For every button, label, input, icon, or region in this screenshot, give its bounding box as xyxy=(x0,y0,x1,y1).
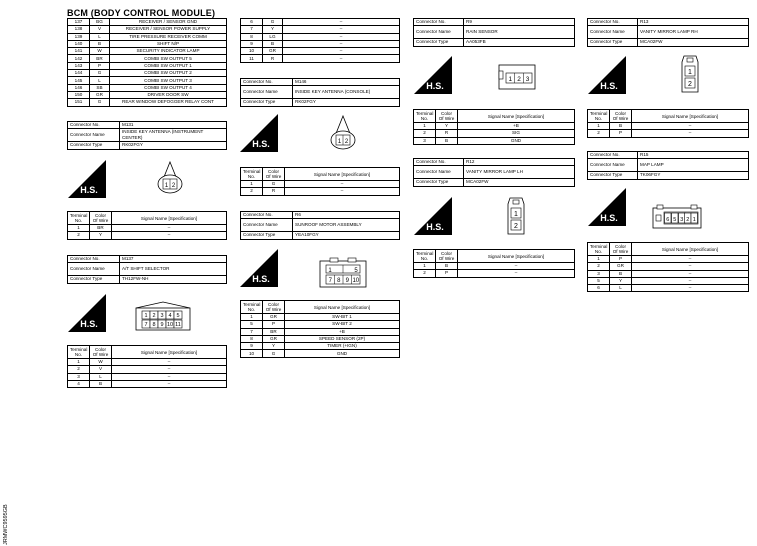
table-row: 8 LG – xyxy=(241,33,400,40)
harness-side-icon xyxy=(68,160,106,198)
pin-label: 2 xyxy=(171,183,176,189)
terminal-table-r9: Terminal No. Color Of Wire Signal Name [Specification] 1 Y +B 2 R SIG 3 B GND xyxy=(413,109,575,145)
svg-text:H.S.: H.S. xyxy=(600,213,618,223)
connector-info-r12: Connector No. R12 Connector Name VANITY MIRROR LAMP LH Connector Type MCA02FW xyxy=(413,158,575,187)
harness-side-icon xyxy=(414,197,452,235)
pin-label: 1 xyxy=(164,183,169,189)
table-row: 10 G GND xyxy=(241,350,400,357)
table-row: 1 BR – xyxy=(68,225,227,232)
table-row: 8 GR SPEED SENSOR (2P) xyxy=(241,335,400,342)
pin-label: 10 xyxy=(166,322,174,329)
terminal-table-r12: Terminal No. Color Of Wire Signal Name [Specification] 1 B – 2 P – xyxy=(413,249,575,278)
table-row: 145 L COMBI SW OUTPUT 3 xyxy=(68,77,227,84)
pin-label: 3 xyxy=(160,313,164,320)
harness-side-icon xyxy=(68,294,106,332)
pin-label: 11 xyxy=(175,322,181,329)
svg-text:H.S.: H.S. xyxy=(80,185,98,195)
connector-info-m137: Connector No. M137 Connector Name A/T SHIFT SELECTOR Connector Type TH12FW-NH xyxy=(67,255,227,284)
connector-face-r6 xyxy=(318,257,368,289)
table-row: 2 Y – xyxy=(68,232,227,239)
table-row: 1 G – xyxy=(241,181,400,188)
pin-label: 1 xyxy=(337,139,342,145)
svg-text:H.S.: H.S. xyxy=(252,139,270,149)
table-row: 137 BG RECEIVER / SENSOR GND xyxy=(68,19,227,26)
table-row: 5 P SW-BIT 2 xyxy=(241,321,400,328)
table-row: 142 BR COMBI SW OUTPUT 5 xyxy=(68,55,227,62)
table-row: 2 R – xyxy=(241,188,400,195)
harness-side-icon xyxy=(588,56,626,94)
table-row: 151 G REAR WINDOW DEFOGGER RELAY CONT xyxy=(68,99,227,106)
pin-label: 5 xyxy=(673,217,677,224)
svg-text:H.S.: H.S. xyxy=(426,222,444,232)
table-row: 2 P – xyxy=(588,130,749,137)
pin-label: 1 xyxy=(328,268,332,274)
pin-label: 5 xyxy=(354,268,358,274)
terminal-table-m131: Terminal No. Color Of Wire Signal Name [Specification] 1 BR – 2 Y – xyxy=(67,211,227,240)
table-row: 10 GR – xyxy=(241,48,400,55)
table-row: 1 Y +B xyxy=(414,123,575,130)
table-row: 3 B GND xyxy=(414,137,575,144)
pin-label: 3 xyxy=(680,217,684,224)
table-row: 143 P COMBI SW OUTPUT 1 xyxy=(68,62,227,69)
table-row: 2 P – xyxy=(414,270,575,277)
svg-text:H.S.: H.S. xyxy=(252,274,270,284)
pin-label: 5 xyxy=(176,313,180,320)
terminal-table-r6: Terminal No. Color Of Wire Signal Name [Specification] 1 GR SW-BIT 1 5 P SW-BIT 2 7 BR +B 8 GR SPEED SENSOR (2P) 9 Y TIMER (+IGN) 10 G GND xyxy=(240,300,400,358)
connector-face-m137 xyxy=(132,300,194,332)
bcm-terminal-table xyxy=(67,18,227,107)
pin-label: 1 xyxy=(144,313,148,320)
harness-side-icon xyxy=(240,249,278,287)
pin-label: 2 xyxy=(152,313,156,320)
table-row: 9 B – xyxy=(241,40,400,47)
pin-label: 2 xyxy=(514,223,518,230)
table-row: 1 P – xyxy=(588,256,749,263)
pin-label: 2 xyxy=(686,217,690,224)
table-row: 141 W SECURITY INDICATOR LAMP xyxy=(68,48,227,55)
connector-info-r15: Connector No. R15 Connector Name MAP LAMP Connector Type TK06FGY xyxy=(587,151,749,180)
connector-face-m131 xyxy=(150,160,190,196)
pin-label: 3 xyxy=(525,76,530,83)
table-row: 7 Y – xyxy=(241,26,400,33)
table-row: 2 V – xyxy=(68,366,227,373)
table-row: 138 V RECEIVER / SENSOR POWER SUPPLY xyxy=(68,26,227,33)
svg-text:H.S.: H.S. xyxy=(426,81,444,91)
connector-info-m131: Connector No. M131 Connector Name INSIDE KEY ANTENNA (INSTRUMENT CENTER) Connector Type RK02FGY xyxy=(67,121,227,150)
pin-label: 1 xyxy=(688,69,692,76)
svg-text:H.S.: H.S. xyxy=(80,319,98,329)
table-row: 1 GR SW-BIT 1 xyxy=(241,314,400,321)
pin-label: 2 xyxy=(344,139,349,145)
pin-label: 1 xyxy=(692,217,696,224)
connector-info-m146: Connector No. M146 Connector Name INSIDE KEY ANTENNA (CONSOLE) Connector Type RK02FGY xyxy=(240,78,400,107)
bcm-terminal-table-continued xyxy=(240,18,400,63)
table-row: 9 Y TIMER (+IGN) xyxy=(241,343,400,350)
table-row: 11 R – xyxy=(241,55,400,62)
harness-side-icon xyxy=(414,56,452,94)
table-row: 2 GR – xyxy=(588,263,749,270)
connector-info-r9: Connector No. R9 Connector Name RAIN SENSOR Connector Type AA053FB xyxy=(413,18,575,47)
harness-side-icon xyxy=(240,114,278,152)
table-row: 6 G – xyxy=(241,19,400,26)
pin-label: 10 xyxy=(352,278,360,284)
table-row: 139 L TIRE PRESSURE RECEIVER COMM xyxy=(68,33,227,40)
pin-label: 6 xyxy=(666,217,670,224)
connector-face-r12 xyxy=(504,196,528,238)
pin-label: 8 xyxy=(152,322,156,329)
table-row: 5 Y – xyxy=(588,277,749,284)
table-row: 3 B – xyxy=(588,270,749,277)
terminal-table-r15: Terminal No. Color Of Wire Signal Name [Specification] 1 P – 2 GR – 3 B – 5 Y – 6 L – xyxy=(587,242,749,292)
table-row: 4 B – xyxy=(68,380,227,387)
table-row: 3 L – xyxy=(68,373,227,380)
pin-label: 9 xyxy=(160,322,164,329)
table-row: 144 G COMBI SW OUTPUT 2 xyxy=(68,70,227,77)
pin-label: 1 xyxy=(508,76,513,83)
table-row: 2 R SIG xyxy=(414,130,575,137)
pin-label: 9 xyxy=(345,278,349,284)
harness-side-icon xyxy=(588,188,626,226)
table-row: 7 BR +B xyxy=(241,328,400,335)
pin-label: 8 xyxy=(337,278,341,284)
table-row: 146 SB COMBI SW OUTPUT 4 xyxy=(68,84,227,91)
pin-label: 1 xyxy=(514,211,518,218)
connector-face-r9 xyxy=(497,63,537,91)
table-row: 1 B – xyxy=(588,123,749,130)
pin-label: 7 xyxy=(328,278,332,284)
svg-text:H.S.: H.S. xyxy=(600,81,618,91)
pin-label: 2 xyxy=(688,81,692,88)
terminal-table-r13: Terminal No. Color Of Wire Signal Name [Specification] 1 B – 2 P – xyxy=(587,109,749,138)
pin-label: 4 xyxy=(168,313,172,320)
table-row: 140 B SHIFT N/P xyxy=(68,40,227,47)
table-row: 1 B – xyxy=(414,263,575,270)
page-title: BCM (BODY CONTROL MODULE) xyxy=(67,8,216,18)
table-row: 6 L – xyxy=(588,285,749,292)
connector-face-r15 xyxy=(652,204,702,230)
terminal-table-m146: Terminal No. Color Of Wire Signal Name [Specification] 1 G – 2 R – xyxy=(240,167,400,196)
pin-label: 2 xyxy=(517,76,521,83)
table-row: 1 W – xyxy=(68,359,227,366)
document-id: JRMWC9595GB xyxy=(3,504,9,545)
pin-label: 7 xyxy=(144,322,148,329)
connector-info-r13: Connector No. R13 Connector Name VANITY MIRROR LAMP RH Connector Type MCA02FW xyxy=(587,18,749,47)
connector-face-r13 xyxy=(678,54,702,96)
table-row: 150 GR DRIVER DOOR SW xyxy=(68,91,227,98)
connector-face-m146 xyxy=(323,114,363,152)
connector-info-r6: Connector No. R6 Connector Name SUNROOF MOTOR ASSEMBLY Connector Type YEA10FGY xyxy=(240,211,400,240)
terminal-table-m137: Terminal No. Color Of Wire Signal Name [Specification] 1 W – 2 V – 3 L – 4 B – xyxy=(67,345,227,388)
